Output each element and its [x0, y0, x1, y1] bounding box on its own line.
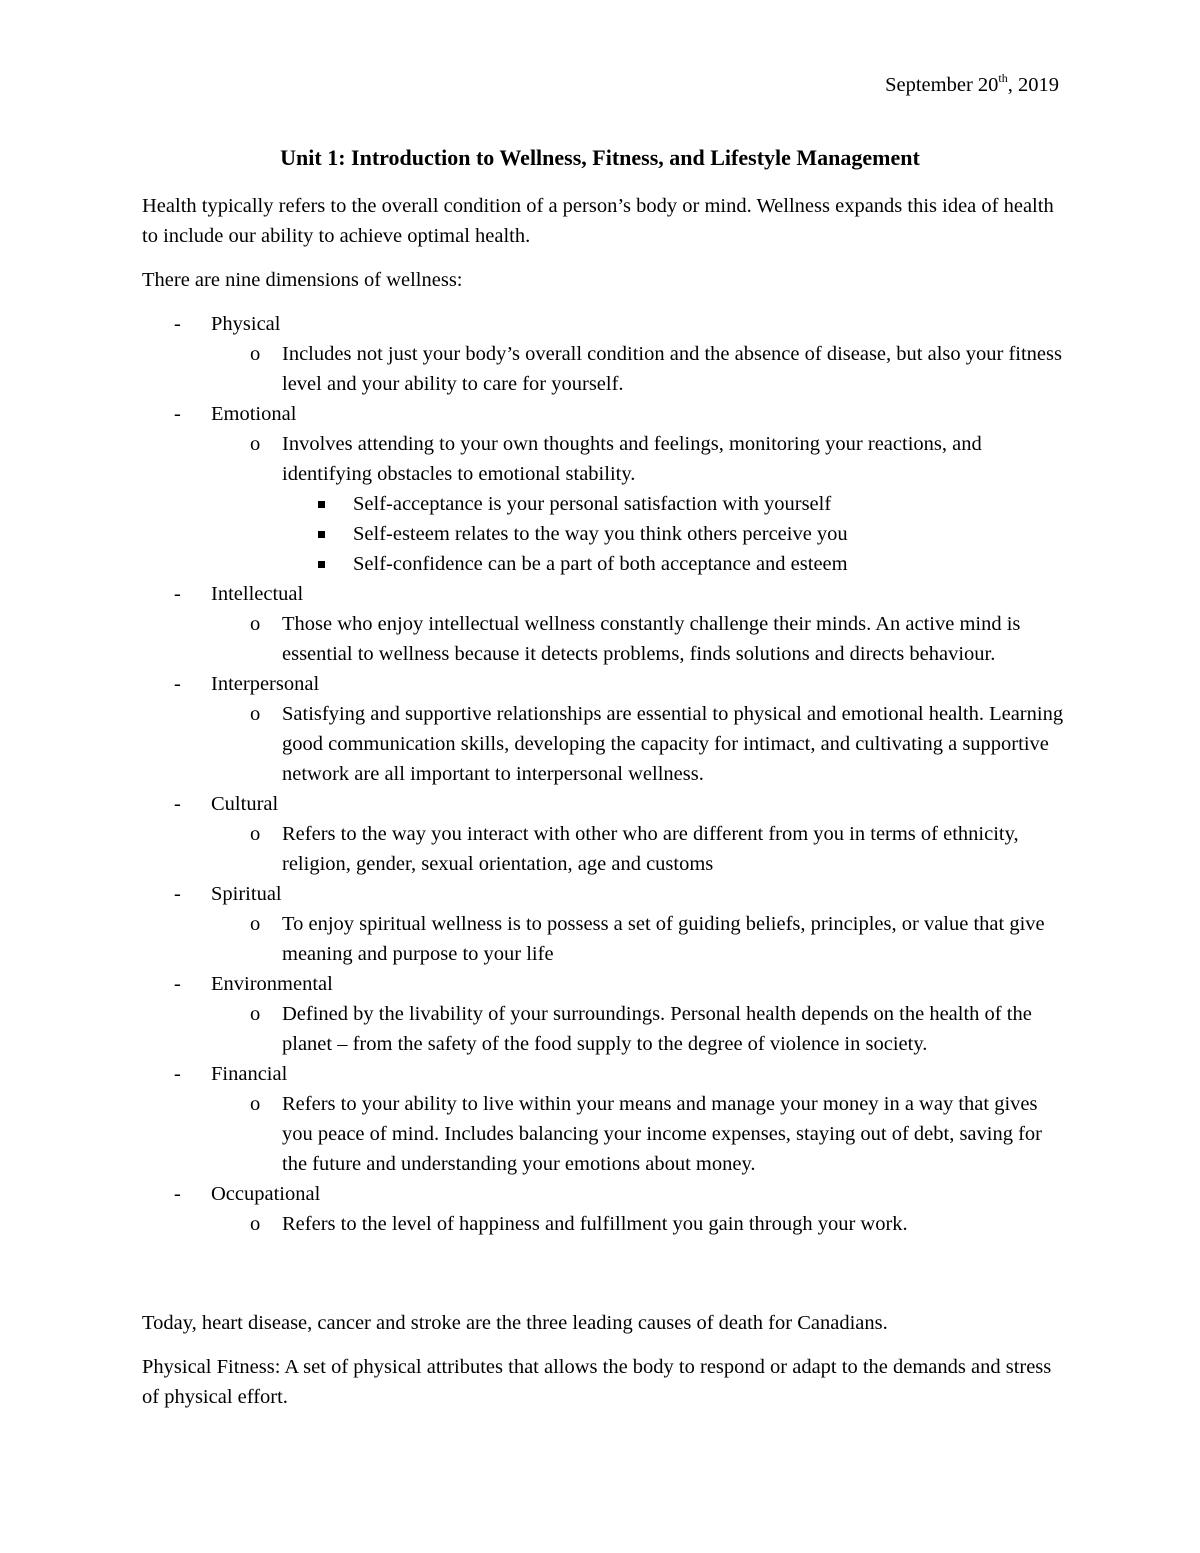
dimension-label: Interpersonal: [211, 673, 320, 695]
subpoint-list: [0, 489, 1200, 579]
subpoint-text: Self-confidence can be a part of both acceptance and esteem: [353, 553, 848, 575]
circle-bullet: o: [250, 703, 261, 725]
dash-bullet: -: [174, 313, 181, 335]
dimension-label: Environmental: [211, 973, 333, 995]
dimension-description: [0, 429, 1072, 489]
dash-bullet: -: [174, 1183, 181, 1205]
dimension-description-text: Refers to your ability to live within your means and manage your money in a way that gives you peace of mind. Includes balancing your income expenses, staying out of debt, saving for the future and understanding your emotions about money.: [282, 1093, 1043, 1175]
dimension-description: [0, 699, 1072, 789]
closing-paragraph: Today, heart disease, cancer and stroke are the three leading causes of death for Canadians.: [142, 1312, 888, 1334]
dimension-description-text: Refers to the level of happiness and fulfillment you gain through your work.: [282, 1213, 908, 1235]
circle-bullet: o: [250, 823, 261, 845]
document-date: [885, 70, 1059, 100]
subpoint-item: [0, 489, 1200, 519]
dimension-description-text: Includes not just your body’s overall condition and the absence of disease, but also your fitness level and your ability to care for yourself.: [282, 343, 1062, 395]
dimension-label: Cultural: [211, 793, 279, 815]
dash-bullet: -: [174, 793, 181, 815]
dimension-description-text: Satisfying and supportive relationships are essential to physical and emotional health. Learning good communication skills, developing the capacity for intimact, and cultivating a supportive network are all important to interpersonal wellness.: [282, 703, 1064, 785]
document-title: Unit 1: Introduction to Wellness, Fitness, and Lifestyle Management: [280, 145, 920, 170]
square-bullet: [318, 501, 325, 508]
dimension-label: Spiritual: [211, 883, 282, 905]
date-day: September 20: [885, 74, 999, 96]
dimension-label: Intellectual: [211, 583, 304, 605]
subpoint-text: Self-acceptance is your personal satisfaction with yourself: [353, 493, 832, 515]
dimension-item: [0, 579, 1200, 609]
physical-fitness-definition: Physical Fitness: A set of physical attributes that allows the body to respond or adapt to the demands and stress of physical effort.: [142, 1356, 1052, 1408]
dimension-description: [0, 1089, 1072, 1179]
dash-bullet: -: [174, 403, 181, 425]
circle-bullet: o: [250, 1213, 261, 1235]
subpoint-item: [0, 519, 1200, 549]
square-bullet: [318, 561, 325, 568]
circle-bullet: o: [250, 433, 261, 455]
dimension-description-text: Those who enjoy intellectual wellness constantly challenge their minds. An active mind is essential to wellness because it detects problems, finds solutions and directs behaviour.: [282, 613, 1021, 665]
circle-bullet: o: [250, 1093, 261, 1115]
dimension-description: [0, 909, 1072, 969]
dash-bullet: -: [174, 973, 181, 995]
dimension-description: [0, 339, 1072, 399]
dash-bullet: -: [174, 1063, 181, 1085]
dimension-item: [0, 399, 1200, 429]
intro-paragraph: Health typically refers to the overall condition of a person’s body or mind. Wellness expands this idea of health to include our ability to achieve optimal health.: [142, 195, 1054, 247]
dimension-label: Emotional: [211, 403, 297, 425]
dimension-description-text: Involves attending to your own thoughts and feelings, monitoring your reactions, and identifying obstacles to emotional stability.: [282, 433, 982, 485]
dimension-label: Occupational: [211, 1183, 321, 1205]
square-bullet: [318, 531, 325, 538]
dimension-description: [0, 1209, 1072, 1239]
date-year: , 2019: [1007, 74, 1059, 96]
dimension-item: [0, 1059, 1200, 1089]
dimension-item: [0, 789, 1200, 819]
dimension-description: [0, 609, 1072, 669]
dash-bullet: -: [174, 883, 181, 905]
circle-bullet: o: [250, 613, 261, 635]
dimension-label: Physical: [211, 313, 281, 335]
dimensions-lead: There are nine dimensions of wellness:: [142, 269, 463, 291]
dimension-description: [0, 999, 1072, 1059]
dimension-item: [0, 879, 1200, 909]
circle-bullet: o: [250, 913, 261, 935]
dimension-description-text: Refers to the way you interact with other who are different from you in terms of ethnicity, religion, gender, sexual orientation, age and customs: [282, 823, 1019, 875]
dimension-description-text: To enjoy spiritual wellness is to possess a set of guiding beliefs, principles, or value that give meaning and purpose to your life: [282, 913, 1045, 965]
dimension-item: [0, 1179, 1200, 1209]
dimensions-list: [0, 309, 1200, 1239]
dimension-label: Financial: [211, 1063, 288, 1085]
circle-bullet: o: [250, 343, 261, 365]
subpoint-item: [0, 549, 1200, 579]
circle-bullet: o: [250, 1003, 261, 1025]
dash-bullet: -: [174, 673, 181, 695]
dimension-item: [0, 669, 1200, 699]
subpoint-text: Self-esteem relates to the way you think others perceive you: [353, 523, 848, 545]
dimension-item: [0, 969, 1200, 999]
dimension-description-text: Defined by the livability of your surroundings. Personal health depends on the health of the planet – from the safety of the food supply to the degree of violence in society.: [282, 1003, 1032, 1055]
date-ordinal-suffix: th: [998, 71, 1008, 85]
dash-bullet: -: [174, 583, 181, 605]
dimension-item: [0, 309, 1200, 339]
dimension-description: [0, 819, 1072, 879]
